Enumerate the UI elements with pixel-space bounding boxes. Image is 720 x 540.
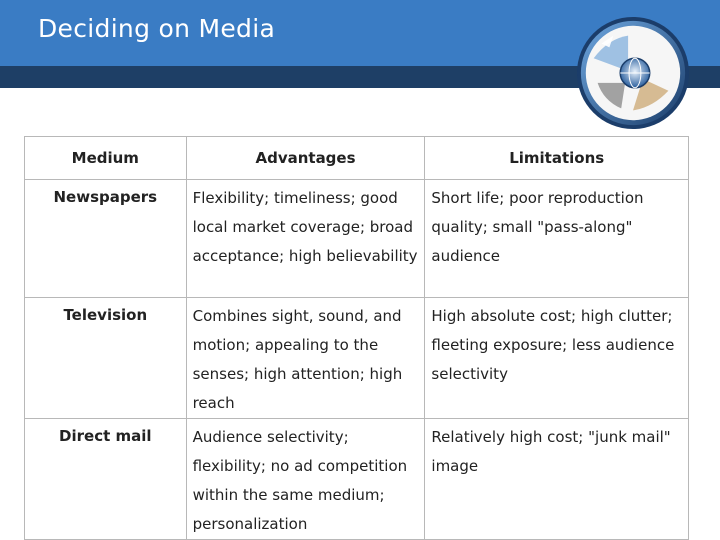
table-row: [25, 180, 689, 298]
advantages-cell: Flexibility; timeliness; good local market coverage; broad acceptance; high believability: [186, 180, 425, 298]
column-header-limitations: Limitations: [425, 137, 689, 180]
medium-cell: Newspapers: [25, 180, 187, 298]
media-comparison-table: [24, 136, 689, 540]
limitations-cell: Relatively high cost; "junk mail" image: [425, 419, 689, 540]
table-header-row: [25, 137, 689, 180]
medium-cell: Television: [25, 298, 187, 419]
column-header-medium: Medium: [25, 137, 187, 180]
medium-cell: Direct mail: [25, 419, 187, 540]
table-row: [25, 298, 689, 419]
globe-emblem-icon: [574, 14, 692, 132]
page-title: Deciding on Media: [38, 14, 276, 43]
advantages-cell: Combines sight, sound, and motion; appealing to the senses; high attention; high reach: [186, 298, 425, 419]
column-header-advantages: Advantages: [186, 137, 425, 180]
limitations-cell: High absolute cost; high clutter; fleeting exposure; less audience selectivity: [425, 298, 689, 419]
advantages-cell: Audience selectivity; flexibility; no ad competition within the same medium; personalization: [186, 419, 425, 540]
table-row: [25, 419, 689, 540]
limitations-cell: Short life; poor reproduction quality; small "pass-along" audience: [425, 180, 689, 298]
